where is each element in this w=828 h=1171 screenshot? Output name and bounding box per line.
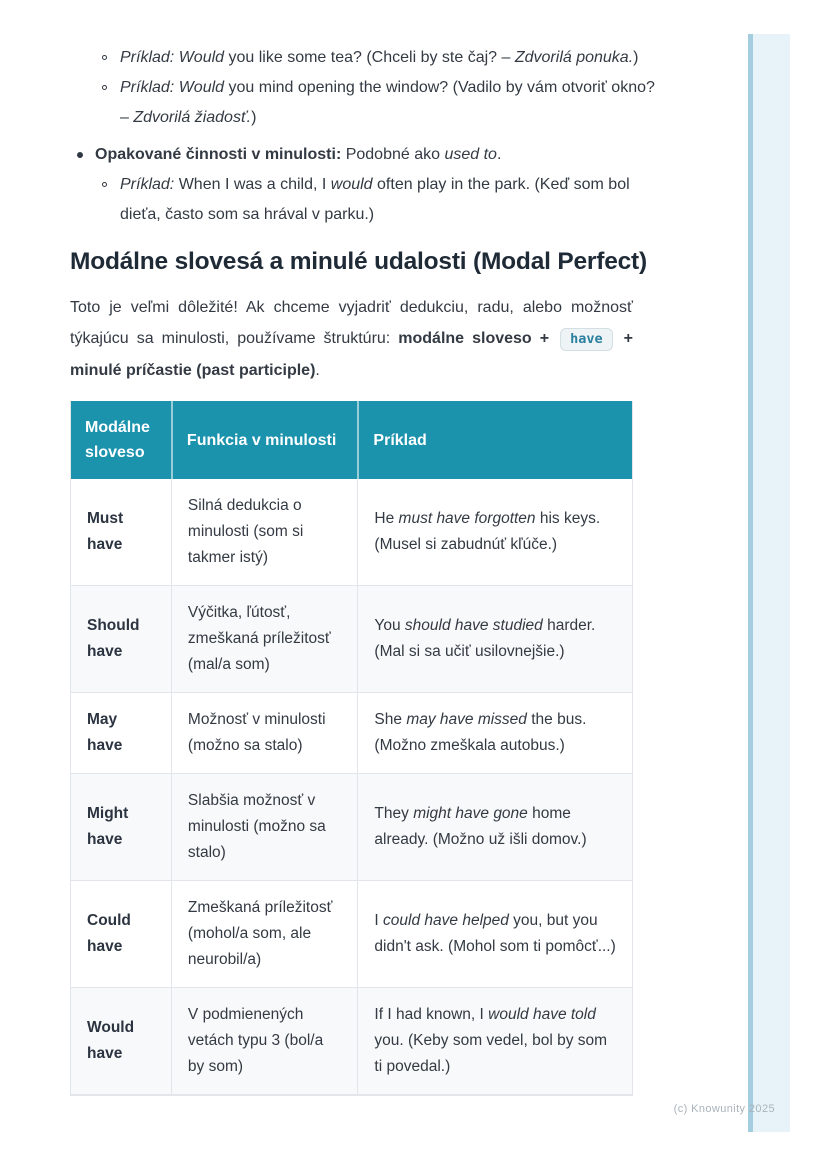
example-cell: He must have forgotten his keys. (Musel si zabudnúť kľúče.) [357,479,632,586]
function-cell: V podmienených vetách typu 3 (bol/a by som) [171,988,358,1095]
page-content [70,43,670,1096]
list-item-text: Príklad: When I was a child, I would often play in the park. (Keď som bol dieťa, často som sa hrával v parku.) [120,176,630,223]
intro-paragraph: Toto je veľmi dôležité! Ak chceme vyjadriť dedukciu, radu, alebo možnosť týkajúcu sa minulosti, používame štruktúru: modálne sloveso + have + minulé príčastie (past participle). [70,299,633,379]
section-heading: Modálne slovesá a minulé udalosti (Modal Perfect) [70,248,647,275]
list-item [77,140,670,170]
header-cell-modal-verb: Modálne sloveso [71,401,171,479]
modal-verb-cell: Would have [71,988,171,1095]
header-cell-function: Funkcia v minulosti [171,401,358,479]
example-cell: You should have studied harder. (Mal si sa učiť usilovnejšie.) [357,586,632,693]
function-cell: Zmeškaná príležitosť (mohol/a som, ale neurobil/a) [171,881,358,988]
table-row [71,586,632,693]
function-cell: Možnosť v minulosti (možno sa stalo) [171,693,358,774]
header-cell-example: Príklad [357,401,632,479]
table-row [71,881,632,988]
list-item-text: Príklad: Would you like some tea? (Chceli by ste čaj? – Zdvorilá ponuka.) [120,49,639,66]
modal-verb-cell: Might have [71,774,171,881]
function-cell: Silná dedukcia o minulosti (som si takmer istý) [171,479,358,586]
circle-bullet-icon [101,43,120,60]
modal-verb-cell: Could have [71,881,171,988]
table-row [71,479,632,586]
example-cell: If I had known, I would have told you. (Keby som vedel, bol by som ti povedal.) [357,988,632,1095]
function-cell: Výčitka, ľútosť, zmeškaná príležitosť (mal/a som) [171,586,358,693]
circle-bullet-icon [101,73,120,90]
modal-verb-cell: Must have [71,479,171,586]
list-item-text: Opakované činnosti v minulosti: Podobné ako used to. [95,146,502,163]
function-cell: Slabšia možnosť v minulosti (možno sa stalo) [171,774,358,881]
table-header-row [71,401,632,479]
modal-verb-cell: May have [71,693,171,774]
modal-verb-cell: Should have [71,586,171,693]
disc-bullet-icon [77,140,95,158]
modal-perfect-table [70,401,633,1096]
footer-copyright: (c) Knowunity 2025 [673,1103,775,1115]
list-item [101,43,670,73]
example-cell: She may have missed the bus. (Možno zmeškala autobus.) [357,693,632,774]
right-edge-strip [748,34,790,1132]
list-item [101,73,670,133]
table-row [71,988,632,1095]
right-edge-strip-line [748,34,753,1132]
table-row [71,774,632,881]
list-item [101,170,670,230]
circle-bullet-icon [101,170,120,187]
list-item-text: Príklad: Would you mind opening the window? (Vadilo by vám otvoriť okno? – Zdvorilá žiadosť.) [120,79,655,126]
example-cell: I could have helped you, but you didn't ask. (Mohol som ti pomôcť...) [357,881,632,988]
table-row [71,693,632,774]
example-cell: They might have gone home already. (Možno už išli domov.) [357,774,632,881]
